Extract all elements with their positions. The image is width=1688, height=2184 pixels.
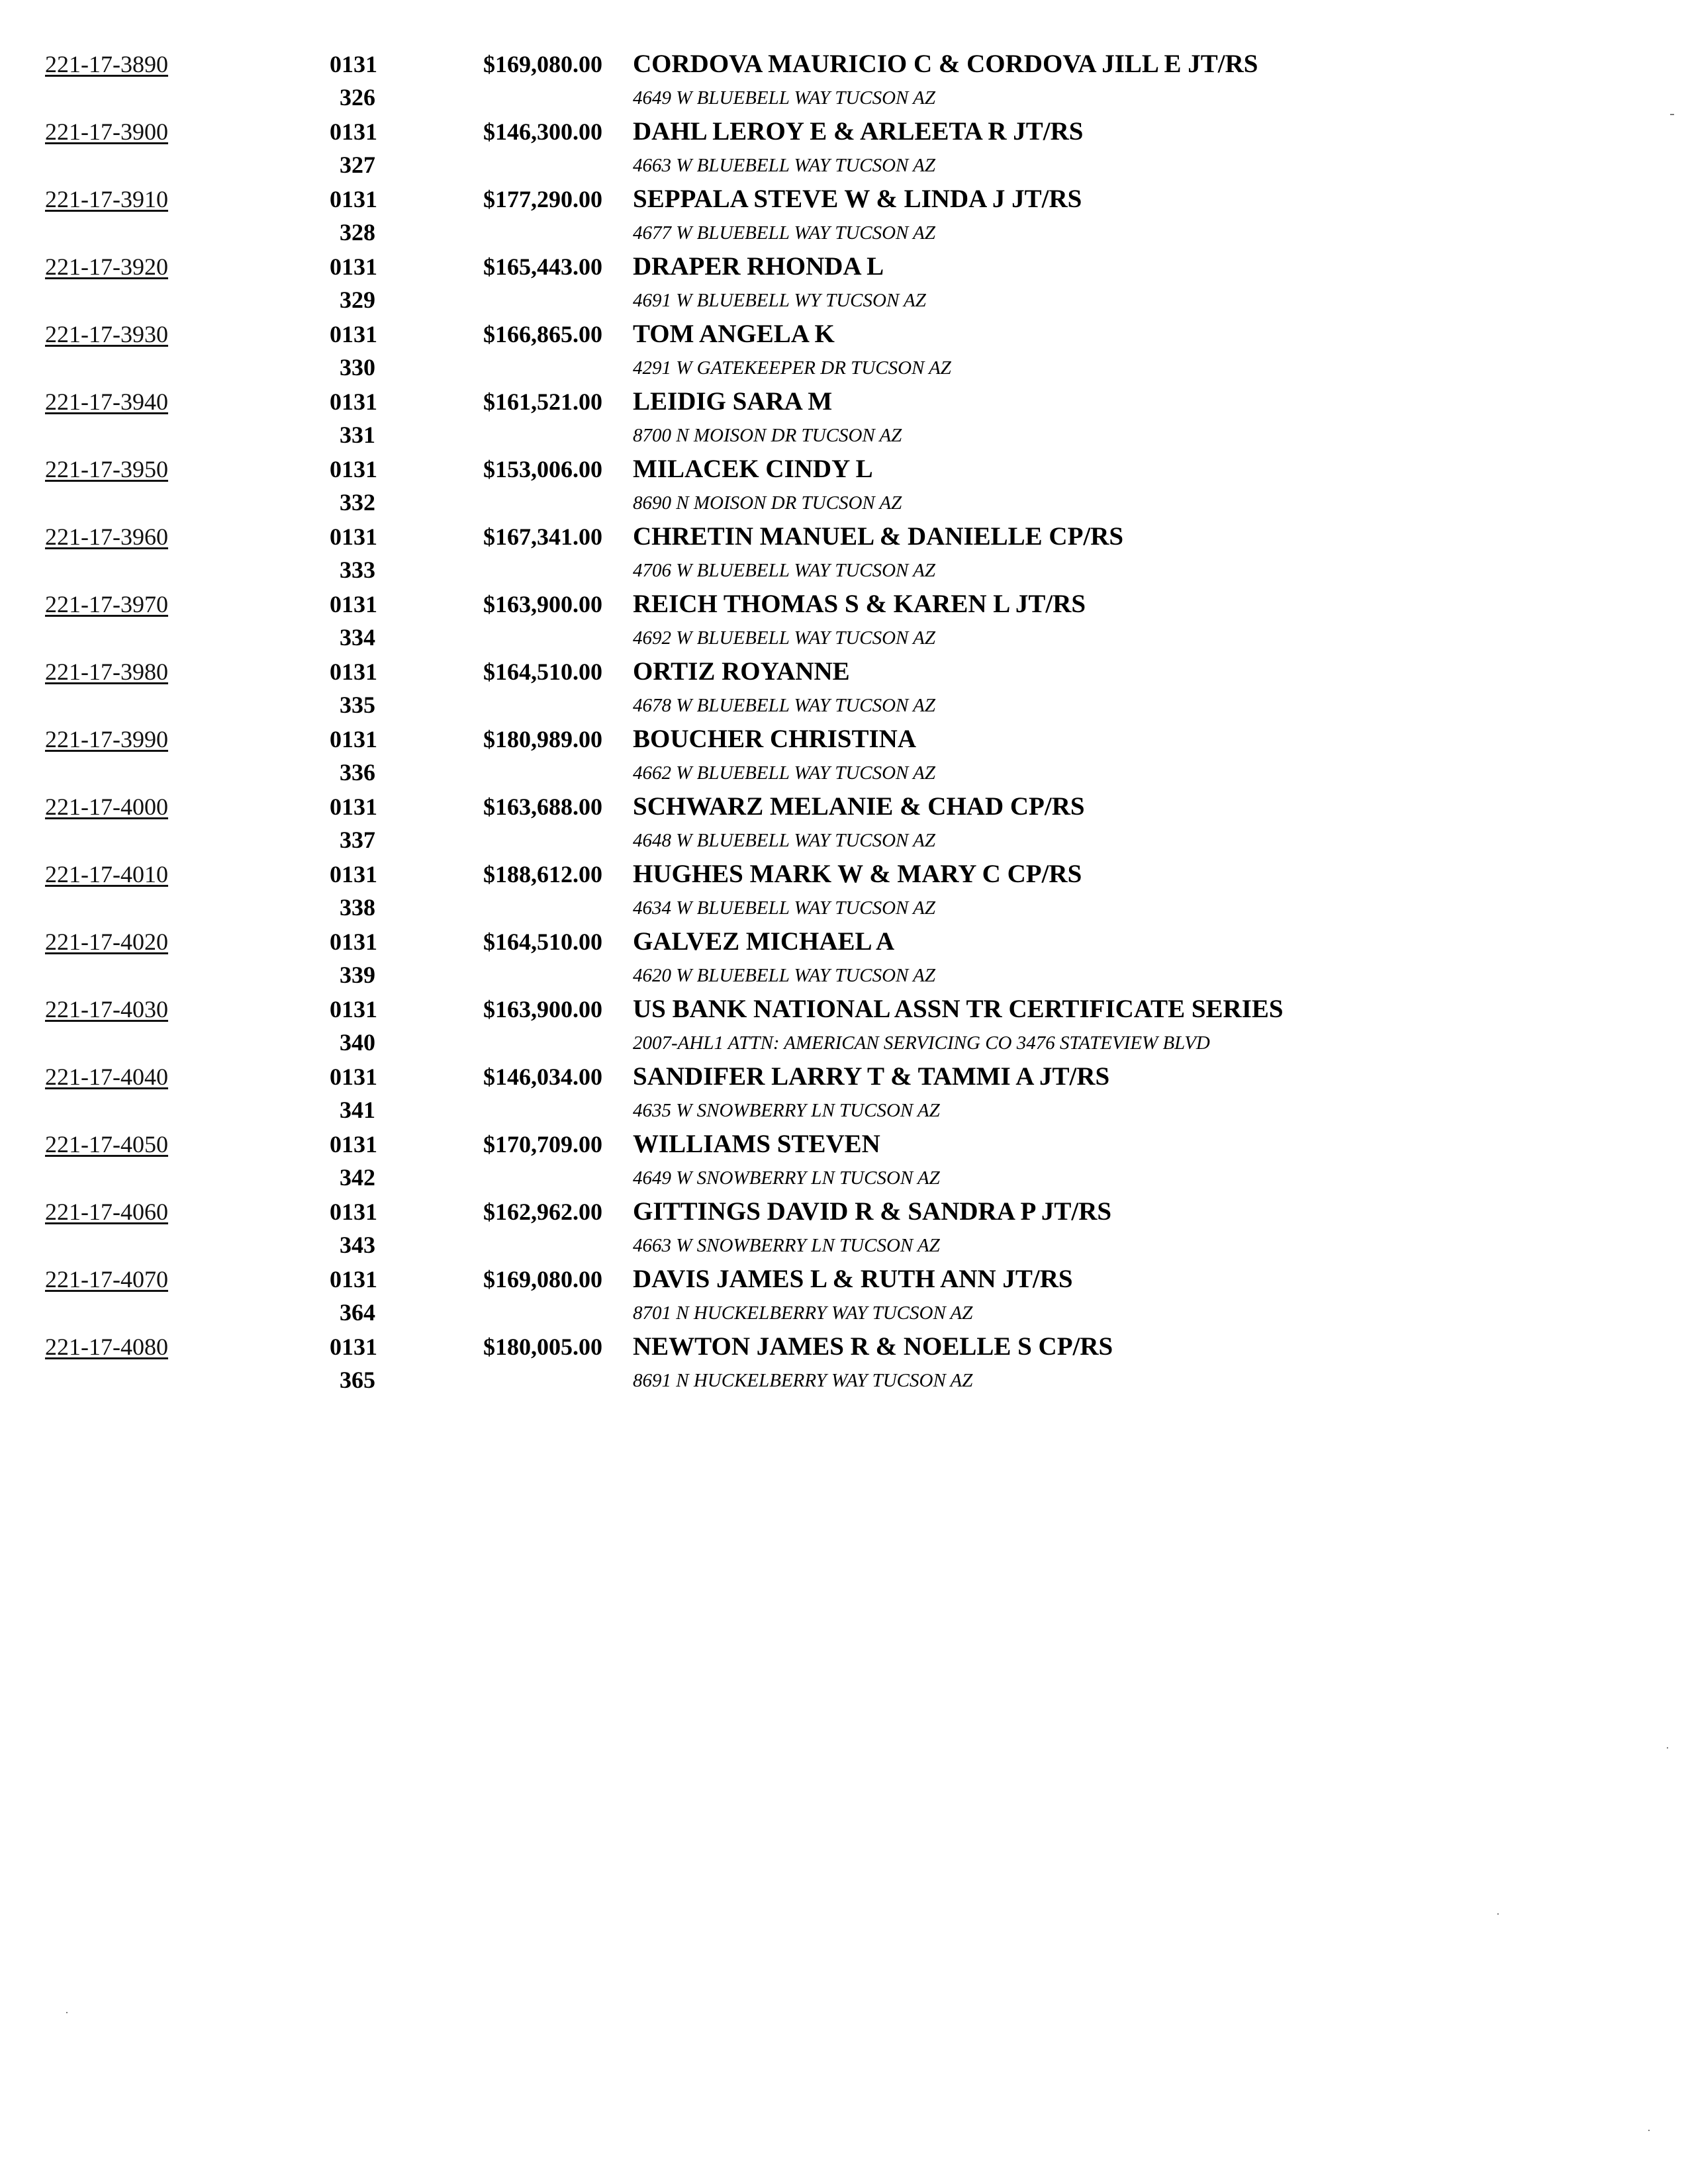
record-secondary-line bbox=[0, 1026, 1688, 1059]
property-address: 4706 W BLUEBELL WAY TUCSON AZ bbox=[633, 560, 935, 581]
record-primary-line bbox=[0, 1126, 1688, 1161]
scan-speck bbox=[1497, 1913, 1499, 1915]
owner-name: CORDOVA MAURICIO C & CORDOVA JILL E JT/RS bbox=[633, 50, 1258, 78]
book-number: 0131 bbox=[330, 861, 377, 887]
owner-name: TOM ANGELA K bbox=[633, 320, 835, 348]
record-primary-line bbox=[0, 114, 1688, 148]
owner-name: LEIDIG SARA M bbox=[633, 387, 833, 416]
book-number: 0131 bbox=[330, 1334, 377, 1360]
parcel-record bbox=[0, 384, 1688, 451]
lot-number: 327 bbox=[340, 152, 375, 178]
record-primary-line bbox=[0, 519, 1688, 553]
parcel-number-link[interactable]: 221-17-3930 bbox=[45, 321, 168, 347]
lot-number: 342 bbox=[340, 1164, 375, 1191]
book-number: 0131 bbox=[330, 659, 377, 685]
assessed-value: $169,080.00 bbox=[483, 1266, 602, 1293]
record-primary-line bbox=[0, 789, 1688, 823]
record-secondary-line bbox=[0, 958, 1688, 991]
parcel-record bbox=[0, 46, 1688, 114]
assessed-value: $164,510.00 bbox=[483, 929, 602, 955]
record-secondary-line bbox=[0, 1093, 1688, 1126]
parcel-record bbox=[0, 114, 1688, 181]
lot-number: 339 bbox=[340, 962, 375, 988]
book-number: 0131 bbox=[330, 794, 377, 820]
record-secondary-line bbox=[0, 283, 1688, 316]
record-secondary-line bbox=[0, 1363, 1688, 1396]
parcel-record bbox=[0, 721, 1688, 789]
parcel-record bbox=[0, 1194, 1688, 1261]
parcel-record bbox=[0, 1126, 1688, 1194]
assessed-value: $180,989.00 bbox=[483, 726, 602, 752]
property-address: 4649 W SNOWBERRY LN TUCSON AZ bbox=[633, 1167, 940, 1189]
record-primary-line bbox=[0, 1329, 1688, 1363]
property-address: 4620 W BLUEBELL WAY TUCSON AZ bbox=[633, 965, 935, 986]
assessed-value: $188,612.00 bbox=[483, 861, 602, 887]
book-number: 0131 bbox=[330, 118, 377, 145]
book-number: 0131 bbox=[330, 186, 377, 212]
property-address: 4649 W BLUEBELL WAY TUCSON AZ bbox=[633, 87, 935, 109]
book-number: 0131 bbox=[330, 253, 377, 280]
assessed-value: $146,034.00 bbox=[483, 1064, 602, 1090]
property-address: 4648 W BLUEBELL WAY TUCSON AZ bbox=[633, 830, 935, 851]
parcel-number-link[interactable]: 221-17-4020 bbox=[45, 929, 168, 955]
assessed-value: $164,510.00 bbox=[483, 659, 602, 685]
record-secondary-line bbox=[0, 418, 1688, 451]
lot-number: 333 bbox=[340, 557, 375, 583]
property-address: 4635 W SNOWBERRY LN TUCSON AZ bbox=[633, 1100, 940, 1121]
assessed-value: $163,688.00 bbox=[483, 794, 602, 820]
property-address: 8701 N HUCKELBERRY WAY TUCSON AZ bbox=[633, 1302, 973, 1324]
record-primary-line bbox=[0, 1194, 1688, 1228]
parcel-record bbox=[0, 991, 1688, 1059]
owner-name: HUGHES MARK W & MARY C CP/RS bbox=[633, 860, 1082, 888]
owner-name: DRAPER RHONDA L bbox=[633, 252, 884, 281]
record-primary-line bbox=[0, 1261, 1688, 1296]
record-secondary-line bbox=[0, 1161, 1688, 1194]
property-address: 4691 W BLUEBELL WY TUCSON AZ bbox=[633, 290, 926, 311]
property-address: 4662 W BLUEBELL WAY TUCSON AZ bbox=[633, 762, 935, 784]
owner-name: GALVEZ MICHAEL A bbox=[633, 927, 895, 956]
lot-number: 335 bbox=[340, 692, 375, 718]
book-number: 0131 bbox=[330, 1064, 377, 1090]
record-primary-line bbox=[0, 654, 1688, 688]
assessed-value: $163,900.00 bbox=[483, 996, 602, 1023]
owner-name: BOUCHER CHRISTINA bbox=[633, 725, 916, 753]
lot-number: 328 bbox=[340, 219, 375, 246]
record-secondary-line bbox=[0, 1296, 1688, 1329]
assessed-value: $162,962.00 bbox=[483, 1199, 602, 1225]
parcel-number-link[interactable]: 221-17-3940 bbox=[45, 388, 168, 415]
lot-number: 365 bbox=[340, 1367, 375, 1393]
assessed-value: $153,006.00 bbox=[483, 456, 602, 482]
record-secondary-line bbox=[0, 351, 1688, 384]
lot-number: 338 bbox=[340, 894, 375, 921]
scan-speck bbox=[1648, 2130, 1650, 2131]
record-primary-line bbox=[0, 46, 1688, 81]
owner-name: DAVIS JAMES L & RUTH ANN JT/RS bbox=[633, 1265, 1073, 1293]
record-secondary-line bbox=[0, 148, 1688, 181]
record-primary-line bbox=[0, 924, 1688, 958]
record-secondary-line bbox=[0, 81, 1688, 114]
owner-name: SCHWARZ MELANIE & CHAD CP/RS bbox=[633, 792, 1085, 821]
record-secondary-line bbox=[0, 553, 1688, 586]
record-primary-line bbox=[0, 316, 1688, 351]
property-address: 4677 W BLUEBELL WAY TUCSON AZ bbox=[633, 222, 935, 244]
parcel-record bbox=[0, 856, 1688, 924]
parcel-number-link[interactable]: 221-17-3920 bbox=[45, 253, 168, 280]
parcel-record bbox=[0, 1329, 1688, 1396]
lot-number: 340 bbox=[340, 1029, 375, 1056]
record-secondary-line bbox=[0, 823, 1688, 856]
parcel-record bbox=[0, 316, 1688, 384]
record-primary-line bbox=[0, 586, 1688, 621]
lot-number: 336 bbox=[340, 759, 375, 786]
book-number: 0131 bbox=[330, 1131, 377, 1158]
book-number: 0131 bbox=[330, 51, 377, 77]
record-primary-line bbox=[0, 721, 1688, 756]
property-address: 4291 W GATEKEEPER DR TUCSON AZ bbox=[633, 357, 951, 379]
scan-speck bbox=[1667, 1747, 1668, 1749]
scan-speck bbox=[66, 2012, 68, 2013]
owner-name: DAHL LEROY E & ARLEETA R JT/RS bbox=[633, 117, 1084, 146]
record-primary-line bbox=[0, 249, 1688, 283]
parcel-number-link[interactable]: 221-17-3910 bbox=[45, 186, 168, 212]
parcel-record bbox=[0, 586, 1688, 654]
property-address: 8700 N MOISON DR TUCSON AZ bbox=[633, 425, 902, 446]
parcel-record bbox=[0, 181, 1688, 249]
lot-number: 334 bbox=[340, 624, 375, 651]
parcel-number-link[interactable]: 221-17-4000 bbox=[45, 794, 168, 820]
parcel-number-link[interactable]: 221-17-4010 bbox=[45, 861, 168, 887]
property-address: 4678 W BLUEBELL WAY TUCSON AZ bbox=[633, 695, 935, 716]
record-primary-line bbox=[0, 384, 1688, 418]
lot-number: 332 bbox=[340, 489, 375, 516]
record-primary-line bbox=[0, 856, 1688, 891]
parcel-record bbox=[0, 1261, 1688, 1329]
property-address: 2007-AHL1 ATTN: AMERICAN SERVICING CO 3476 STATEVIEW BLVD bbox=[633, 1032, 1210, 1054]
record-secondary-line bbox=[0, 891, 1688, 924]
lot-number: 364 bbox=[340, 1299, 375, 1326]
assessed-value: $170,709.00 bbox=[483, 1131, 602, 1158]
parcel-number-link[interactable]: 221-17-3900 bbox=[45, 118, 168, 145]
parcel-number-link[interactable]: 221-17-4070 bbox=[45, 1266, 168, 1293]
record-secondary-line bbox=[0, 688, 1688, 721]
parcel-number-link[interactable]: 221-17-4040 bbox=[45, 1064, 168, 1090]
parcel-number-link[interactable]: 221-17-3970 bbox=[45, 591, 168, 617]
parcel-number-link[interactable]: 221-17-4060 bbox=[45, 1199, 168, 1225]
owner-name: SEPPALA STEVE W & LINDA J JT/RS bbox=[633, 185, 1082, 213]
parcel-number-link[interactable]: 221-17-3890 bbox=[45, 51, 168, 77]
record-secondary-line bbox=[0, 621, 1688, 654]
parcel-record bbox=[0, 789, 1688, 856]
assessed-value: $163,900.00 bbox=[483, 591, 602, 617]
parcel-record bbox=[0, 1059, 1688, 1126]
lot-number: 329 bbox=[340, 287, 375, 313]
property-address: 4663 W SNOWBERRY LN TUCSON AZ bbox=[633, 1235, 940, 1256]
lot-number: 343 bbox=[340, 1232, 375, 1258]
book-number: 0131 bbox=[330, 321, 377, 347]
book-number: 0131 bbox=[330, 996, 377, 1023]
book-number: 0131 bbox=[330, 1199, 377, 1225]
parcel-number-link[interactable]: 221-17-3960 bbox=[45, 523, 168, 550]
assessed-value: $165,443.00 bbox=[483, 253, 602, 280]
assessed-value: $177,290.00 bbox=[483, 186, 602, 212]
book-number: 0131 bbox=[330, 523, 377, 550]
record-primary-line bbox=[0, 451, 1688, 486]
record-primary-line bbox=[0, 181, 1688, 216]
parcel-number-link[interactable]: 221-17-4080 bbox=[45, 1334, 168, 1360]
book-number: 0131 bbox=[330, 388, 377, 415]
parcel-number-link[interactable]: 221-17-3980 bbox=[45, 659, 168, 685]
owner-name: SANDIFER LARRY T & TAMMI A JT/RS bbox=[633, 1062, 1110, 1091]
parcel-record bbox=[0, 519, 1688, 586]
lot-number: 337 bbox=[340, 827, 375, 853]
parcel-record bbox=[0, 451, 1688, 519]
assessed-value: $161,521.00 bbox=[483, 388, 602, 415]
lot-number: 341 bbox=[340, 1097, 375, 1123]
property-address: 4663 W BLUEBELL WAY TUCSON AZ bbox=[633, 155, 935, 176]
lot-number: 331 bbox=[340, 422, 375, 448]
owner-name: MILACEK CINDY L bbox=[633, 455, 873, 483]
scan-speck bbox=[1670, 114, 1674, 115]
record-secondary-line bbox=[0, 216, 1688, 249]
book-number: 0131 bbox=[330, 591, 377, 617]
assessed-value: $180,005.00 bbox=[483, 1334, 602, 1360]
assessed-value: $166,865.00 bbox=[483, 321, 602, 347]
book-number: 0131 bbox=[330, 1266, 377, 1293]
record-secondary-line bbox=[0, 486, 1688, 519]
parcel-record bbox=[0, 654, 1688, 721]
property-address: 8690 N MOISON DR TUCSON AZ bbox=[633, 492, 902, 514]
record-primary-line bbox=[0, 1059, 1688, 1093]
parcel-record bbox=[0, 924, 1688, 991]
parcel-number-link[interactable]: 221-17-3990 bbox=[45, 726, 168, 752]
parcel-number-link[interactable]: 221-17-4050 bbox=[45, 1131, 168, 1158]
record-secondary-line bbox=[0, 756, 1688, 789]
lot-number: 330 bbox=[340, 354, 375, 381]
book-number: 0131 bbox=[330, 726, 377, 752]
owner-name: ORTIZ ROYANNE bbox=[633, 657, 850, 686]
assessed-value: $146,300.00 bbox=[483, 118, 602, 145]
assessed-value: $169,080.00 bbox=[483, 51, 602, 77]
book-number: 0131 bbox=[330, 929, 377, 955]
owner-name: US BANK NATIONAL ASSN TR CERTIFICATE SERIES bbox=[633, 995, 1284, 1023]
owner-name: REICH THOMAS S & KAREN L JT/RS bbox=[633, 590, 1086, 618]
owner-name: WILLIAMS STEVEN bbox=[633, 1130, 880, 1158]
assessed-value: $167,341.00 bbox=[483, 523, 602, 550]
property-address: 4692 W BLUEBELL WAY TUCSON AZ bbox=[633, 627, 935, 649]
parcel-records-list bbox=[0, 46, 1688, 1396]
parcel-number-link[interactable]: 221-17-4030 bbox=[45, 996, 168, 1023]
owner-name: CHRETIN MANUEL & DANIELLE CP/RS bbox=[633, 522, 1124, 551]
parcel-record bbox=[0, 249, 1688, 316]
owner-name: GITTINGS DAVID R & SANDRA P JT/RS bbox=[633, 1197, 1112, 1226]
book-number: 0131 bbox=[330, 456, 377, 482]
record-primary-line bbox=[0, 991, 1688, 1026]
owner-name: NEWTON JAMES R & NOELLE S CP/RS bbox=[633, 1332, 1113, 1361]
property-address: 4634 W BLUEBELL WAY TUCSON AZ bbox=[633, 897, 935, 919]
record-secondary-line bbox=[0, 1228, 1688, 1261]
lot-number: 326 bbox=[340, 84, 375, 111]
property-address: 8691 N HUCKELBERRY WAY TUCSON AZ bbox=[633, 1370, 973, 1391]
parcel-number-link[interactable]: 221-17-3950 bbox=[45, 456, 168, 482]
